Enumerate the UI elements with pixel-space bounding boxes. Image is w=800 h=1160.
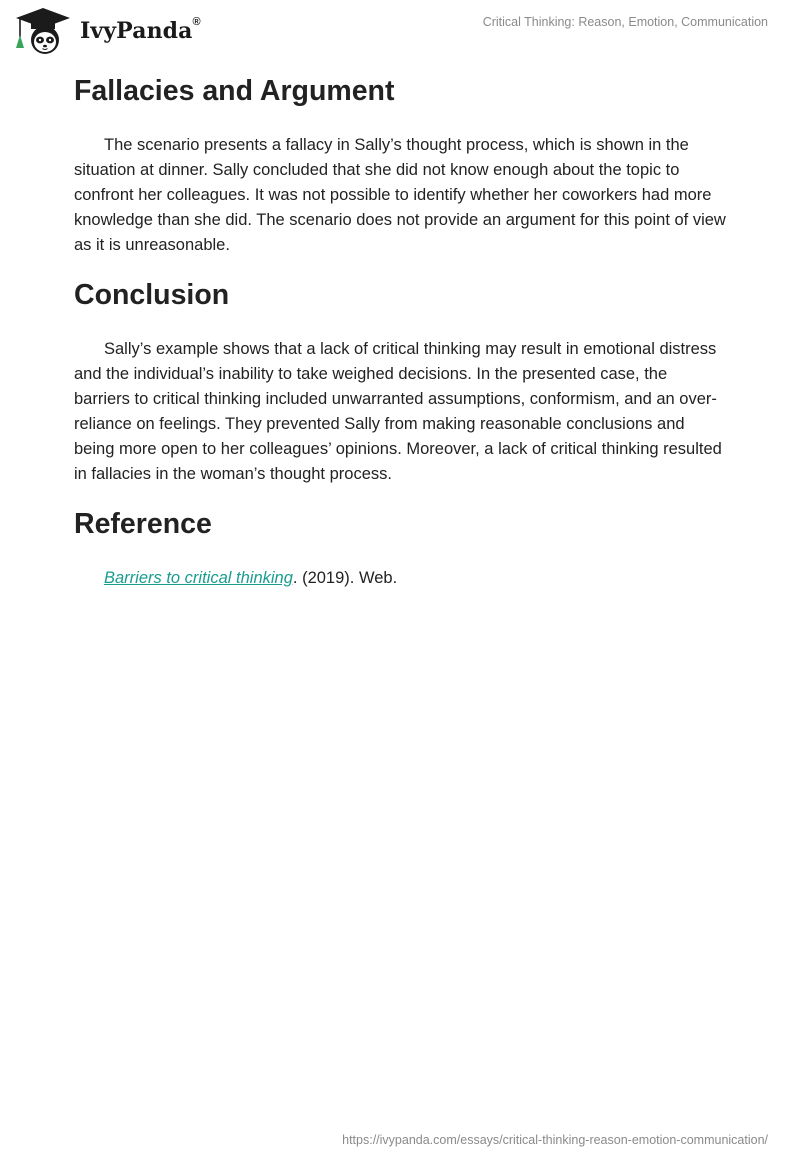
section-heading-fallacies: Fallacies and Argument [74,75,395,107]
registered-mark: ® [192,16,201,28]
section-heading-reference: Reference [74,508,212,540]
reference-details: . (2019). Web. [292,569,398,587]
footer-url[interactable]: https://ivypanda.com/essays/critical-thinking-reason-emotion-communication/ [342,1133,768,1147]
panda-graduate-icon [14,6,72,56]
ivypanda-logo[interactable] [14,6,201,56]
running-title: Critical Thinking: Reason, Emotion, Communication [482,15,768,29]
brand-name: IvyPanda® [80,16,201,44]
section-paragraph-conclusion: Sally’s example shows that a lack of critical thinking may result in emotional distress and the individual’s inability to take weighed decisions. In the presented case, the barriers to critical thinking included unwarranted assumptions, conformism, and an over-reliance on feelings. They prevented Sally from making reasonable conclusions and being more open to her colleagues’ opinions. Moreover, a lack of critical thinking resulted in fallacies in the woman’s thought process. [74,340,722,483]
section-heading-conclusion: Conclusion [74,279,230,311]
essay-body [74,70,726,591]
section-paragraph-fallacies: The scenario presents a fallacy in Sally’s thought process, which is shown in the situation at dinner. Sally concluded that she did not know enough about the topic to confront her colleagues. It was not possible to identify whether her coworkers had more knowledge than she did. The scenario does not provide an argument for this point of view as it is unreasonable. [74,136,726,254]
reference-link[interactable]: Barriers to critical thinking [104,569,293,587]
page-header [0,0,800,62]
reference-entry [74,566,726,591]
